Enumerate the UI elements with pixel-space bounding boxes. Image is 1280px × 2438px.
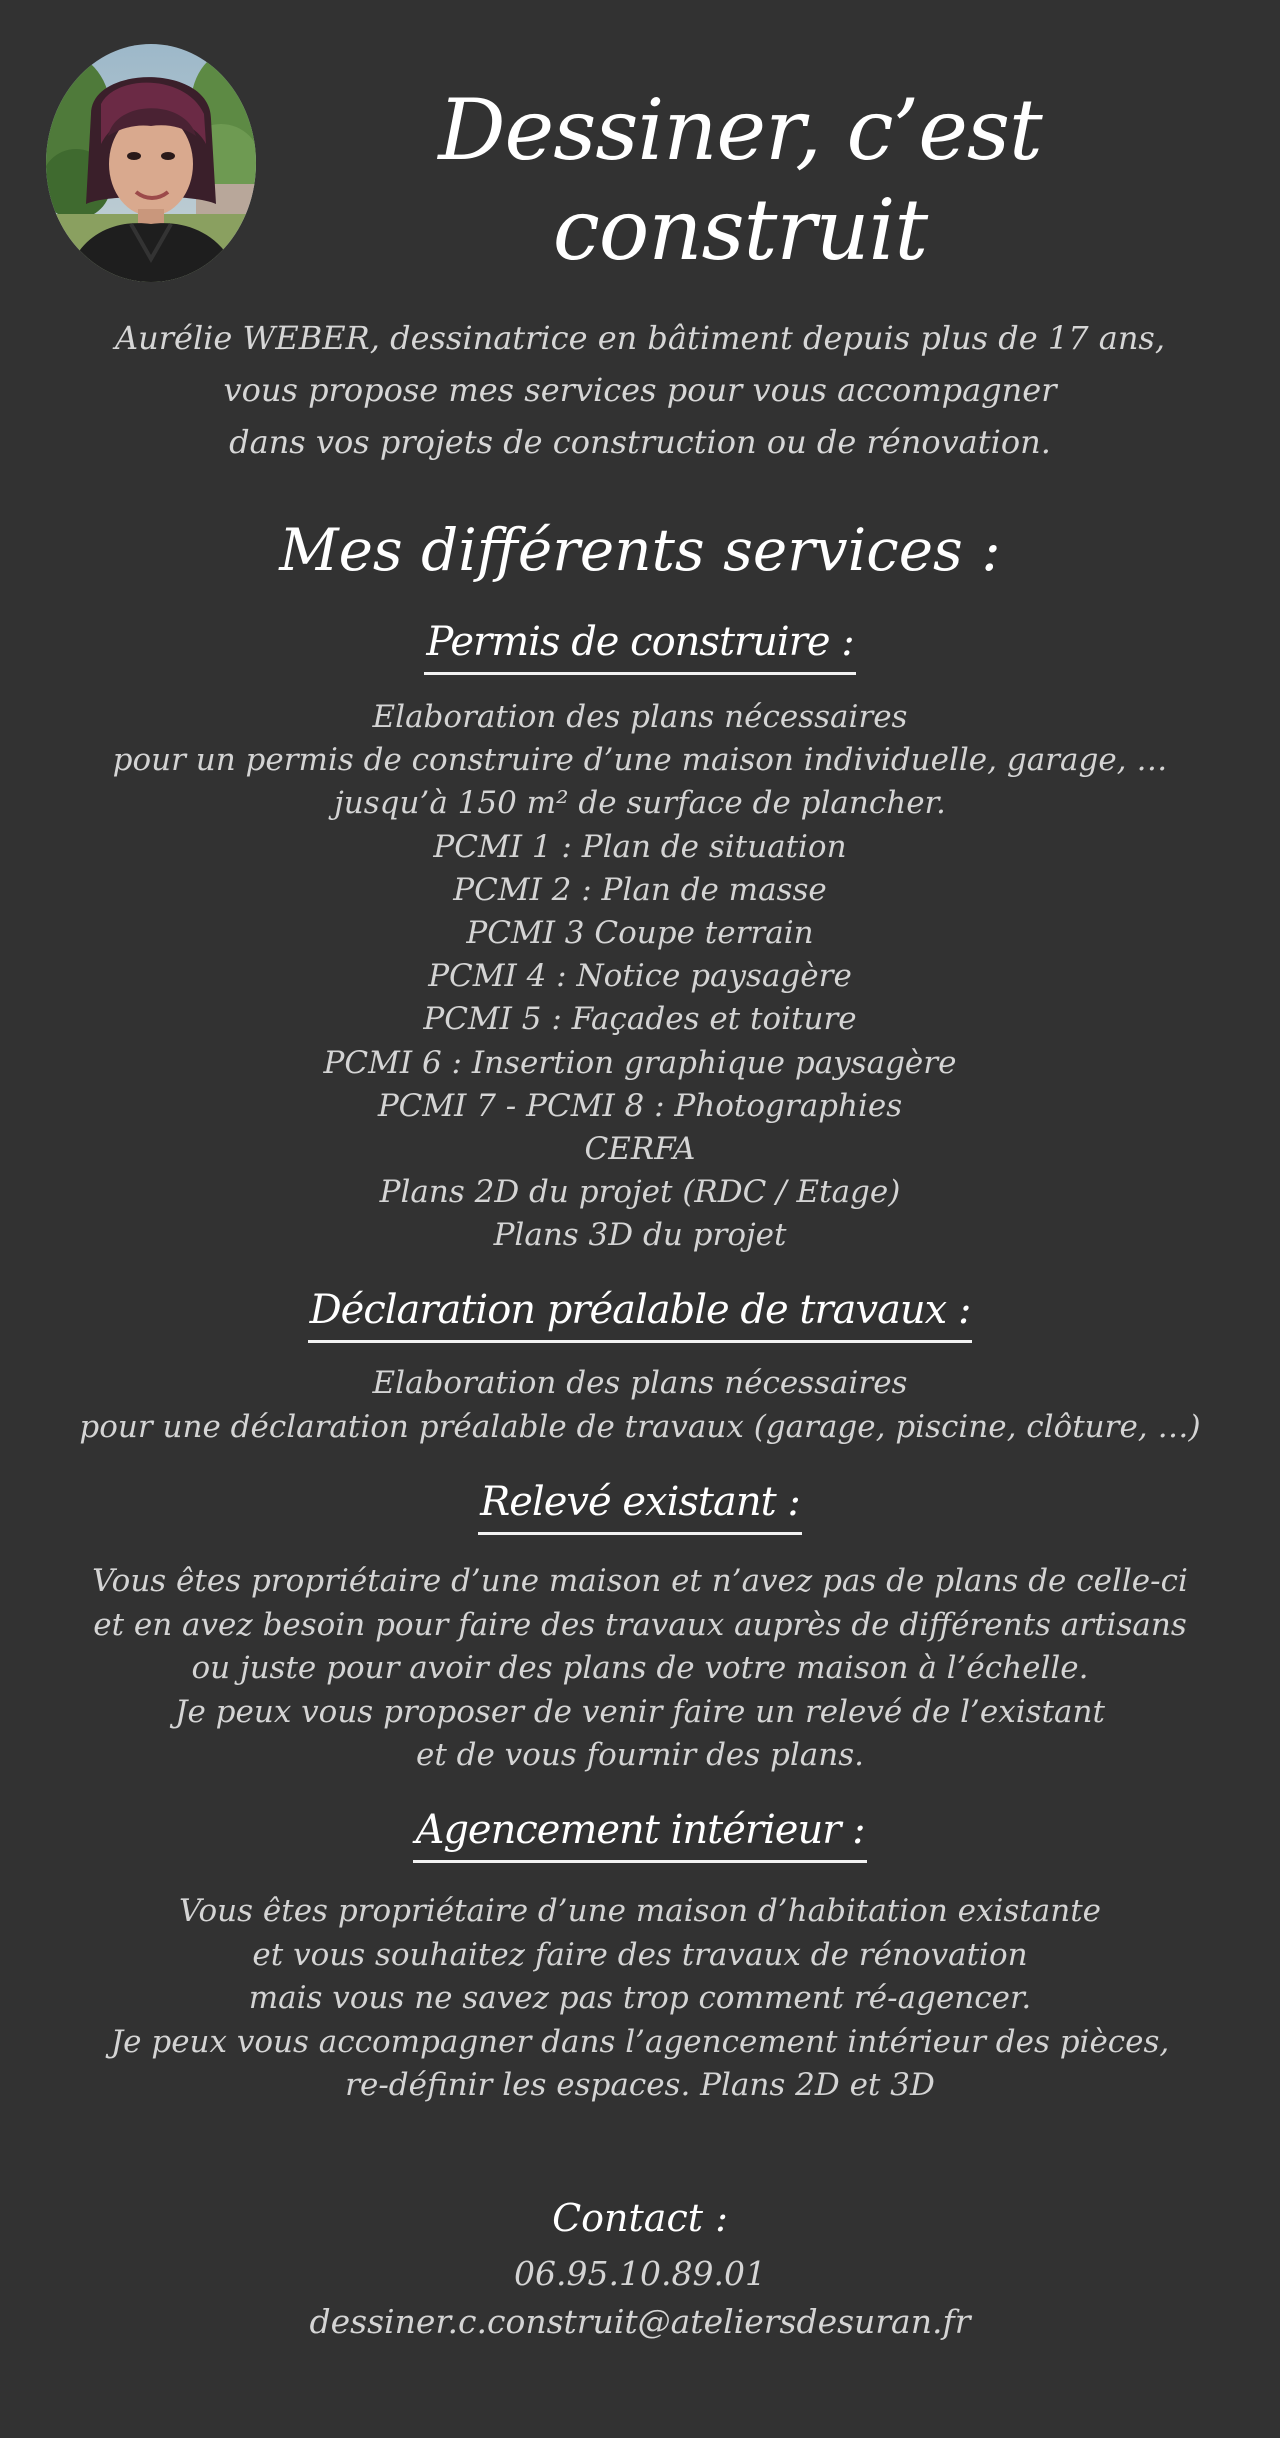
body-line: re-définir les espaces. Plans 2D et 3D <box>345 2067 935 2103</box>
avatar <box>46 44 256 282</box>
body-line: et de vous fournir des plans. <box>415 1737 864 1773</box>
intro-line: Aurélie WEBER, dessinatrice en bâtiment depuis plus de 17 ans, <box>114 319 1166 357</box>
body-line: PCMI 7 - PCMI 8 : Photographies <box>377 1087 903 1124</box>
contact-email[interactable]: dessiner.c.construit@ateliersdesuran.fr <box>309 2302 971 2341</box>
section-heading-releve <box>0 1474 1280 1535</box>
body-line: Vous êtes propriétaire d’une maison d’habitation existante <box>178 1893 1102 1929</box>
section-body-releve <box>20 1560 1260 1778</box>
intro-text <box>40 312 1240 468</box>
contact-title: Contact : <box>552 2196 728 2240</box>
body-line: Je peux vous accompagner dans l’agencement intérieur des pièces, <box>110 2023 1170 2060</box>
body-line: Je peux vous proposer de venir faire un relevé de l’existant <box>175 1693 1105 1730</box>
body-line: pour une déclaration préalable de travaux (garage, piscine, clôture, …) <box>79 1408 1201 1445</box>
section-body-permis <box>20 696 1260 1258</box>
body-line: Elaboration des plans nécessaires <box>372 1365 908 1401</box>
page-title: Dessiner, c’est construit <box>438 81 1042 279</box>
section-heading-label: Déclaration préalable de travaux : <box>308 1282 973 1343</box>
body-line: PCMI 5 : Façades et toiture <box>423 1001 857 1038</box>
body-line: PCMI 2 : Plan de masse <box>453 871 827 908</box>
section-heading-declaration <box>0 1282 1280 1343</box>
section-heading-permis <box>0 614 1280 675</box>
section-heading-agencement <box>0 1802 1280 1863</box>
section-body-agencement <box>20 1890 1260 2108</box>
portrait-photo-icon <box>46 44 256 282</box>
body-line: PCMI 6 : Insertion graphique paysagère <box>323 1044 957 1081</box>
body-line: jusqu’à 150 m² de surface de plancher. <box>334 785 946 822</box>
body-line: Vous êtes propriétaire d’une maison et n’avez pas de plans de celle-ci <box>92 1563 1188 1599</box>
section-body-declaration <box>20 1362 1260 1449</box>
body-line: mais vous ne savez pas trop comment ré-agencer. <box>248 1980 1032 2016</box>
contact-phone[interactable]: 06.95.10.89.01 <box>514 2254 766 2293</box>
body-line: PCMI 3 Coupe terrain <box>466 915 814 952</box>
body-line: ou juste pour avoir des plans de votre maison à l’échelle. <box>191 1650 1089 1686</box>
body-line: pour un permis de construire d’une maison individuelle, garage, … <box>112 742 1168 779</box>
body-line: et en avez besoin pour faire des travaux auprès de différents artisans <box>93 1606 1187 1643</box>
body-line: PCMI 1 : Plan de situation <box>433 828 847 865</box>
section-heading-label: Agencement intérieur : <box>413 1802 866 1863</box>
services-title: Mes différents services : <box>279 516 1001 584</box>
intro-line: dans vos projets de construction ou de rénovation. <box>229 423 1051 461</box>
section-heading-label: Permis de construire : <box>424 614 855 675</box>
body-line: Elaboration des plans nécessaires <box>372 699 908 735</box>
body-line: CERFA <box>584 1131 696 1168</box>
body-line: PCMI 4 : Notice paysagère <box>428 958 852 995</box>
intro-line: vous propose mes services pour vous accompagner <box>223 371 1057 409</box>
body-line: Plans 2D du projet (RDC / Etage) <box>379 1174 901 1211</box>
body-line: Plans 3D du projet <box>493 1217 787 1254</box>
body-line: et vous souhaitez faire des travaux de rénovation <box>252 1936 1028 1973</box>
section-heading-label: Relevé existant : <box>478 1474 802 1535</box>
